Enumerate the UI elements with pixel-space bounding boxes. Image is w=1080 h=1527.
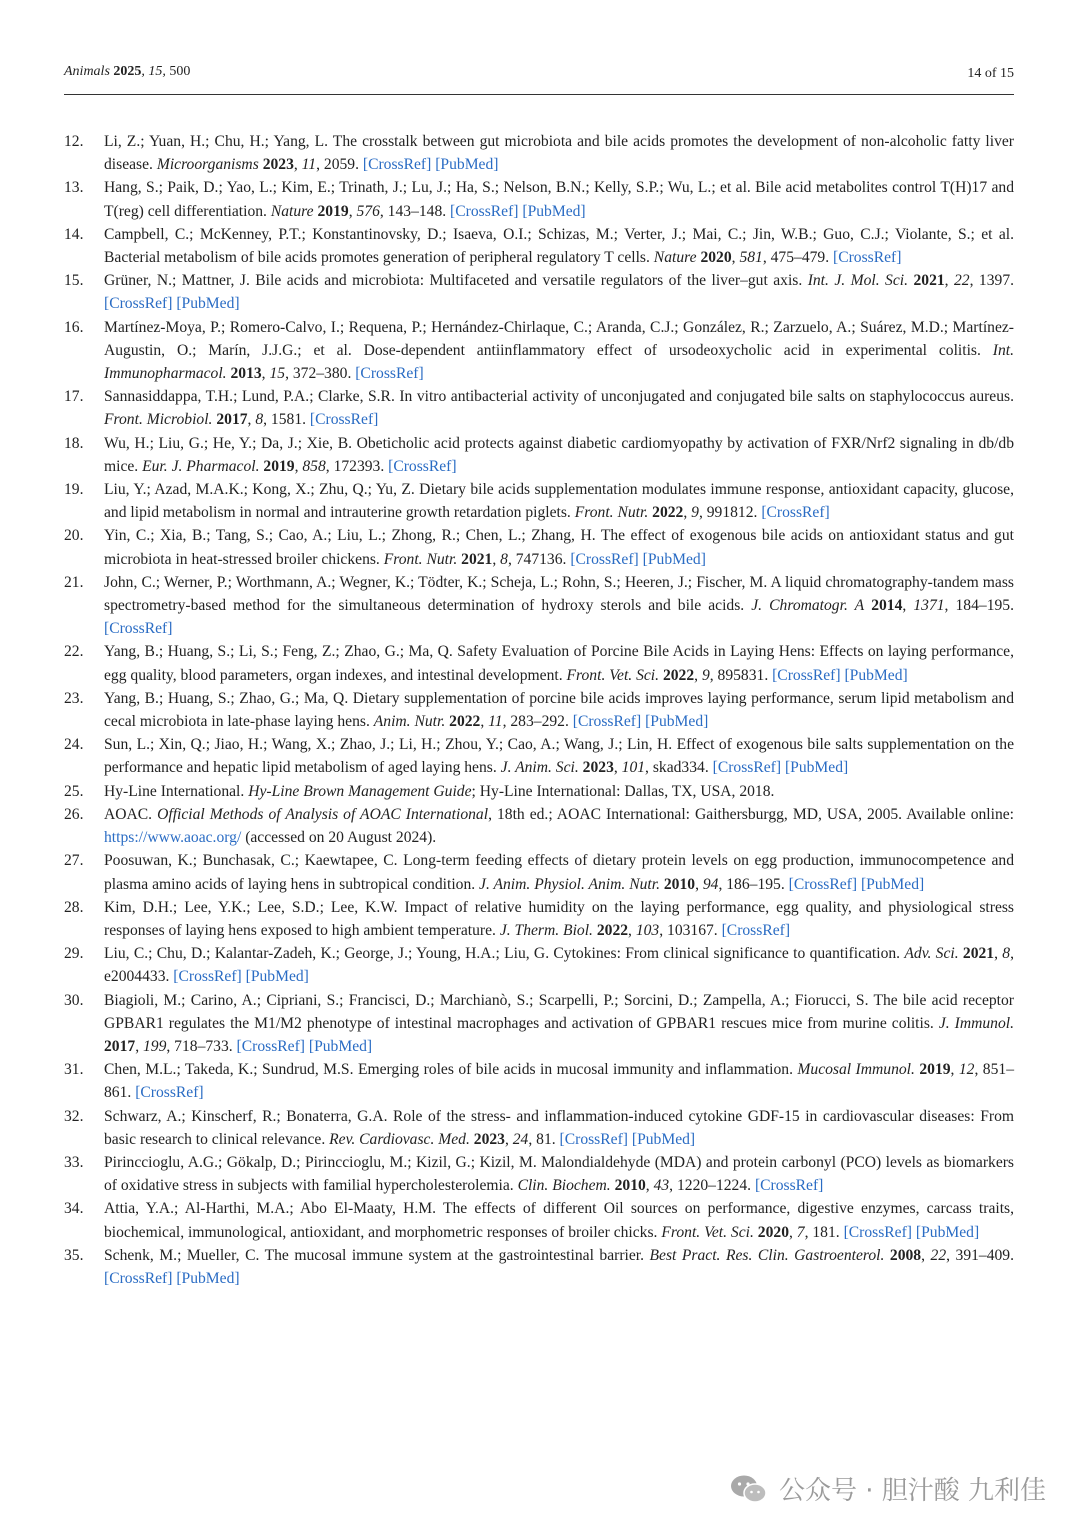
reference-text: , (944, 272, 954, 290)
pubmed-link[interactable]: [PubMed] (860, 875, 925, 893)
reference-item (64, 942, 1014, 988)
reference-italic: J. Chromatogr. A (751, 597, 865, 615)
reference-text: , (135, 1037, 143, 1055)
reference-italic: Front. Nutr. (574, 504, 649, 522)
pubmed-link[interactable]: [PubMed] (435, 156, 499, 174)
reference-text: Yin, C.; Xia, B.; Tang, S.; Cao, A.; Liu, L.; Zhong, R.; Chen, L.; Zhang, H. The effect of exogenous bile acids on antioxidant status and gut microbiota in heat-stressed broiler chickens. (104, 527, 1014, 568)
reference-text: , (480, 713, 489, 731)
reference-item (64, 896, 1014, 942)
reference-number: 20. (64, 527, 84, 545)
pubmed-link[interactable]: [PubMed] (642, 550, 706, 568)
reference-year: 2019 (263, 457, 295, 475)
crossref-link[interactable]: [CrossRef] (572, 713, 642, 731)
reference-text: , 81. (528, 1130, 560, 1148)
reference-year: 2023 (262, 156, 294, 174)
page-header (64, 60, 1014, 95)
reference-italic: 858 (302, 457, 326, 475)
reference-year: 2014 (871, 597, 903, 615)
reference-italic: Rev. Cardiovasc. Med. (329, 1130, 470, 1148)
crossref-link[interactable]: [CrossRef] (754, 1177, 824, 1195)
reference-year: 2022 (596, 921, 629, 939)
reference-text: , 391–409. (946, 1246, 1014, 1264)
reference-italic: Front. Nutr. (383, 550, 458, 568)
reference-italic: Microorganisms (156, 156, 259, 174)
reference-number: 16. (64, 318, 84, 336)
reference-year: 2020 (700, 249, 732, 267)
reference-text: Hang, S.; Paik, D.; Yao, L.; Kim, E.; Trinath, J.; Lu, J.; Ha, S.; Nelson, B.N.; Kelly, S.P.; Wu, L.; et al. Bile acid metabolites control T(H)17 and T(reg) cell differentiation. (104, 179, 1014, 220)
crossref-link[interactable]: [CrossRef] (104, 620, 173, 638)
reference-text: Poosuwan, K.; Bunchasak, C.; Kaewtapee, C. Long-term feeding effects of dietary protein levels on egg production, immunocompetence and plasma amino acids of laying hens in subtropical condition. (104, 852, 1014, 893)
reference-text: , 18th ed.; AOAC International: Gaithersburgg, MD, USA, 2005. Available online: (488, 805, 1014, 823)
reference-number: 30. (64, 991, 84, 1009)
reference-italic: 103 (635, 921, 660, 939)
reference-text: , 895831. (709, 666, 773, 684)
reference-text: , (994, 945, 1003, 963)
reference-number: 33. (64, 1153, 84, 1171)
reference-year: 2022 (449, 713, 481, 731)
reference-text: , 2059. (316, 156, 363, 174)
reference-italic: Front. Vet. Sci. (661, 1223, 754, 1241)
watermark-text: 公众号 · 胆汁酸 九利佳 (778, 1476, 1046, 1506)
reference-italic: 11 (488, 713, 503, 731)
reference-number: 14. (64, 225, 84, 243)
reference-text: (accessed on 20 August 2024). (241, 829, 437, 847)
reference-year: 2022 (652, 504, 684, 522)
crossref-link[interactable]: [CrossRef] (761, 504, 830, 522)
reference-text: Grüner, N.; Mattner, J. Bile acids and microbiota: Multifaceted and versatile regulators of the liver–gut axis. (104, 272, 808, 290)
watermark (729, 1470, 1046, 1507)
page-number: 14 of 15 (967, 66, 1014, 81)
reference-text: , (504, 1130, 513, 1148)
crossref-link[interactable]: [CrossRef] (104, 1269, 173, 1287)
reference-year: 2010 (663, 875, 696, 893)
pubmed-link[interactable]: [PubMed] (245, 968, 309, 986)
reference-text: Schwarz, A.; Kinscherf, R.; Bonaterra, G.A. Role of the stress- and inflammation-induced cytokine GDF-15 in cardiovascular diseases: From basic research to clinical relevance. (104, 1107, 1014, 1148)
reference-italic: Best Pract. Res. Clin. Gastroenterol. (649, 1246, 885, 1264)
reference-italic: 9 (691, 504, 699, 522)
reference-number: 28. (64, 898, 84, 916)
pubmed-link[interactable]: [PubMed] (176, 1269, 240, 1287)
reference-number: 19. (64, 481, 84, 499)
reference-year: 2022 (662, 666, 695, 684)
reference-text: , 1581. (263, 411, 310, 429)
reference-text: John, C.; Werner, P.; Worthmann, A.; Wegner, K.; Tödter, K.; Scheja, L.; Rohn, S.; Heeren, J.; Fischer, M. A liquid chromatography-tandem mass spectrometry-based method for the simultaneous determination of hydroxy sterols and bile acids. (104, 573, 1014, 615)
pubmed-link[interactable]: [PubMed] (844, 666, 908, 684)
reference-italic: 22 (954, 272, 970, 290)
reference-year: 2019 (317, 202, 349, 220)
reference-italic: 11 (301, 156, 317, 174)
reference-text: , (921, 1246, 931, 1264)
reference-item (64, 1197, 1014, 1243)
reference-text: , 1397. (969, 272, 1015, 290)
reference-year: 2017 (104, 1037, 136, 1055)
reference-item (64, 849, 1014, 895)
journal-name: Animals (64, 64, 110, 79)
reference-item (64, 687, 1014, 733)
pubmed-link[interactable]: [PubMed] (522, 202, 586, 220)
reference-item (64, 640, 1014, 686)
reference-text: , (613, 759, 622, 777)
reference-year: 2008 (889, 1246, 922, 1264)
reference-text: , skad334. (645, 759, 713, 777)
reference-number: 24. (64, 736, 84, 754)
reference-text: , (731, 249, 740, 267)
reference-text: Yang, B.; Huang, S.; Zhao, G.; Ma, Q. Dietary supplementation of porcine bile acids improves laying performance, serum lipid metabolism and cecal microbiota in late-phase laying hens. (104, 689, 1014, 731)
reference-italic: 22 (930, 1246, 947, 1264)
reference-italic: 94 (702, 875, 719, 893)
reference-italic: Nature (653, 249, 697, 267)
crossref-link[interactable]: [CrossRef] (559, 1130, 628, 1148)
reference-item (64, 989, 1014, 1059)
reference-text: , (294, 457, 303, 475)
article-number: 500 (169, 64, 191, 79)
reference-number: 12. (64, 133, 84, 150)
crossref-link[interactable]: [CrossRef] (135, 1084, 204, 1102)
reference-year: 2021 (461, 550, 493, 568)
pubmed-link[interactable]: [PubMed] (176, 295, 240, 313)
reference-year: 2019 (919, 1061, 951, 1079)
reference-text: , 186–195. (718, 875, 789, 893)
reference-italic: Eur. J. Pharmacol. (142, 457, 260, 475)
reference-text: Schenk, M.; Mueller, C. The mucosal immune system at the gastrointestinal barrier. (104, 1246, 650, 1264)
reference-number: 29. (64, 945, 84, 963)
reference-text: , e2004433. (104, 945, 1014, 986)
reference-text: Hy-Line International. (104, 782, 249, 800)
reference-text: , (788, 1223, 797, 1241)
reference-italic: Hy-Line Brown Management Guide (248, 782, 472, 800)
reference-italic: Clin. Biochem. (517, 1177, 611, 1195)
reference-item (64, 780, 1014, 803)
reference-text: Li, Z.; Yuan, H.; Chu, H.; Yang, L. The crosstalk between gut microbiota and bile acids promotes the development of non-alcoholic fatty liver disease. (104, 133, 1014, 174)
reference-number: 27. (64, 852, 84, 870)
pubmed-link[interactable]: [PubMed] (784, 759, 849, 777)
reference-italic: 7 (796, 1223, 805, 1241)
crossref-link[interactable]: [CrossRef] (843, 1223, 912, 1241)
crossref-link[interactable]: [CrossRef] (309, 411, 379, 429)
reference-italic: 9 (701, 666, 710, 684)
reference-text: , 747136. (507, 550, 571, 568)
reference-text: , (950, 1061, 959, 1079)
crossref-link[interactable]: [CrossRef] (721, 921, 791, 939)
pubmed-link[interactable]: [PubMed] (631, 1130, 696, 1148)
reference-text: , 143–148. (379, 202, 451, 220)
reference-italic: Nature (270, 202, 314, 220)
reference-text: , (348, 202, 357, 220)
reference-italic: 8 (255, 411, 264, 429)
reference-item (64, 130, 1014, 176)
reference-text: , (902, 597, 914, 615)
reference-text: Chen, M.L.; Takeda, K.; Sundrud, M.S. Emerging roles of bile acids in mucosal immunity and inflammation. (104, 1061, 798, 1079)
reference-number: 35. (64, 1246, 84, 1264)
reference-text: Martínez-Moya, P.; Romero-Calvo, I.; Requena, P.; Hernández-Chirlaque, C.; Aranda, C.J.; González, R.; Zarzuelo, A.; Suárez, M.D.; Martínez-Augustin, O.; Marín, J.J.G.; et al. Dose-dependent antiinflammatory effect of ursodeoxycholic acid in experimental colitis. (104, 318, 1014, 359)
crossref-link[interactable]: [CrossRef] (772, 666, 841, 684)
reference-year: 2010 (614, 1177, 646, 1195)
reference-text: , 475–479. (762, 249, 833, 267)
crossref-link[interactable]: [CrossRef] (362, 156, 432, 174)
reference-item (64, 1244, 1014, 1290)
pubmed-link[interactable]: [PubMed] (308, 1037, 373, 1055)
reference-italic: J. Immunol. (938, 1014, 1014, 1032)
reference-list (64, 130, 1014, 1290)
reference-item (64, 803, 1014, 849)
reference-italic: 43 (653, 1177, 670, 1195)
reference-item (64, 478, 1014, 524)
reference-italic: Front. Vet. Sci. (566, 666, 660, 684)
reference-italic: 8 (500, 550, 508, 568)
reference-text: Campbell, C.; McKenney, P.T.; Konstantinovsky, D.; Isaeva, O.I.; Schizas, M.; Verter, J.; Mai, C.; Jin, W.B.; Guo, C.J.; Violante, S.; et al. Bacterial metabolism of bile acids promotes generation of peripheral regulatory T cells. (104, 225, 1014, 267)
reference-item (64, 1058, 1014, 1104)
reference-text: , 184–195. (944, 597, 1014, 615)
reference-italic: 576 (356, 202, 380, 220)
reference-text: Kim, D.H.; Lee, Y.K.; Lee, S.D.; Lee, K.W. Impact of relative humidity on the laying performance, egg quality, and physiological stress responses of laying hens exposed to high ambient temperature. (104, 898, 1014, 939)
reference-number: 21. (64, 573, 84, 591)
reference-item (64, 269, 1014, 315)
reference-text: , (683, 504, 692, 522)
pubmed-link[interactable]: [PubMed] (645, 713, 709, 731)
reference-text: , (261, 365, 270, 383)
reference-text: AOAC. (104, 805, 158, 823)
reference-italic: Int. J. Mol. Sci. (807, 272, 909, 290)
reference-italic: 199 (142, 1037, 167, 1055)
reference-number: 18. (64, 434, 84, 452)
reference-italic: 581 (739, 249, 763, 267)
reference-item (64, 524, 1014, 570)
reference-number: 25. (64, 782, 84, 800)
reference-number: 31. (64, 1061, 84, 1079)
crossref-link[interactable]: [CrossRef] (104, 295, 173, 313)
crossref-link[interactable]: [CrossRef] (388, 457, 457, 475)
reference-number: 23. (64, 689, 84, 707)
reference-item (64, 223, 1014, 269)
reference-text: Attia, Y.A.; Al-Harthi, M.A.; Abo El-Maaty, H.M. The effects of different Oil sources on performance, digestive enzymes, carcass traits, biochemical, immunological, antioxidant, and morphometric responses of broiler chicks. (104, 1200, 1014, 1241)
reference-url-link[interactable]: https://www.aoac.org/ (104, 829, 242, 847)
reference-italic: 15 (269, 365, 286, 383)
reference-text: , 851–861. (104, 1061, 1014, 1102)
reference-item (64, 733, 1014, 779)
reference-text: Yang, B.; Huang, S.; Li, S.; Feng, Z.; Zhao, G.; Ma, Q. Safety Evaluation of Porcine Bile Acids in Laying Hens: Effects on laying performance, egg quality, blood parameters, organ indexes, and intestinal development. (104, 643, 1014, 684)
reference-italic: 24 (512, 1130, 529, 1148)
reference-italic: 101 (621, 759, 646, 777)
reference-italic: 1371 (913, 597, 945, 615)
reference-text: , (645, 1177, 654, 1195)
reference-year: 2023 (473, 1130, 505, 1148)
reference-text: , 103167. (659, 921, 722, 939)
reference-italic: Anim. Nutr. (373, 713, 446, 731)
reference-text: , (293, 156, 302, 174)
reference-italic: Mucosal Immunol. (797, 1061, 915, 1079)
reference-text: , 172393. (325, 457, 389, 475)
reference-text: Liu, C.; Chu, D.; Kalantar-Zadeh, K.; George, J.; Young, H.A.; Liu, G. Cytokines: From clinical significance to quantification. (104, 945, 905, 963)
reference-item (64, 432, 1014, 478)
reference-text: Sannasiddappa, T.H.; Lund, P.A.; Clarke, S.R. In vitro antibacterial activity of unconjugated and conjugated bile salts on staphylococcus aureus. (104, 388, 1014, 406)
reference-italic: 8 (1002, 945, 1011, 963)
reference-year: 2023 (582, 759, 614, 777)
journal-citation: Animals 2025, 15, 500 (64, 64, 191, 79)
wechat-icon (729, 1473, 769, 1505)
reference-number: 17. (64, 388, 84, 406)
reference-text: , 991812. (698, 504, 762, 522)
reference-text: Biagioli, M.; Carino, A.; Cipriani, S.; Francisci, D.; Marchianò, S.; Scarpelli, P.; Sorcini, D.; Zampella, A.; Fiorucci, S. The bile acid receptor GPBAR1 regulates the M1/M2 phenotype of intestinal macrophages and activation of GPBAR1 rescues mice from murine colitis. (104, 991, 1014, 1032)
reference-text: , (695, 875, 703, 893)
reference-text: , (694, 666, 702, 684)
reference-text: , 1220–1224. (669, 1177, 755, 1195)
reference-item (64, 1151, 1014, 1197)
journal-year: 2025 (113, 64, 142, 79)
reference-number: 13. (64, 179, 84, 197)
reference-year: 2013 (230, 365, 262, 383)
reference-item (64, 316, 1014, 386)
reference-text: , (628, 921, 636, 939)
reference-text: , (492, 550, 501, 568)
reference-text: , 718–733. (166, 1037, 237, 1055)
reference-italic: J. Anim. Physiol. Anim. Nutr. (479, 875, 660, 893)
reference-italic: Int. Immunopharmacol. (104, 341, 1014, 383)
pubmed-link[interactable]: [PubMed] (915, 1223, 980, 1241)
reference-text: Pirinccioglu, A.G.; Gökalp, D.; Pirinccioglu, M.; Kizil, G.; Kizil, M. Malondialdehyde (MDA) and protein carbonyl (PCO) levels as biomarkers of oxidative stress in subjects with familial hypercholesterolemia. (104, 1153, 1014, 1195)
reference-text: , 372–380. (285, 365, 356, 383)
reference-year: 2021 (962, 945, 995, 963)
crossref-link[interactable]: [CrossRef] (450, 202, 519, 220)
reference-year: 2020 (757, 1223, 789, 1241)
crossref-link[interactable]: [CrossRef] (833, 249, 902, 267)
crossref-link[interactable]: [CrossRef] (355, 365, 424, 383)
reference-number: 26. (64, 805, 84, 823)
reference-text: Liu, Y.; Azad, M.A.K.; Kong, X.; Zhu, Q.; Yu, Z. Dietary bile acids supplementation modulates immune response, antioxidant capacity, glucose, and lipid metabolism in normal and intrauterine growth retardation piglets. (104, 481, 1014, 522)
crossref-link[interactable]: [CrossRef] (788, 875, 858, 893)
crossref-link[interactable]: [CrossRef] (173, 968, 242, 986)
reference-item (64, 571, 1014, 641)
reference-number: 32. (64, 1107, 84, 1125)
reference-text: Wu, H.; Liu, G.; He, Y.; Da, J.; Xie, B. Obeticholic acid protects against diabetic cardiomyopathy by activation of FXR/Nrf2 signaling in db/db mice. (104, 434, 1014, 475)
reference-number: 22. (64, 643, 84, 661)
reference-text: Sun, L.; Xin, Q.; Jiao, H.; Wang, X.; Zhao, J.; Li, H.; Zhou, Y.; Cao, A.; Wang, J.; Lin, H. Effect of exogenous bile salts supplementation on the performance and hepatic lipid metabolism of aged laying hens. (104, 736, 1014, 777)
crossref-link[interactable]: [CrossRef] (712, 759, 782, 777)
reference-italic: J. Therm. Biol. (499, 921, 593, 939)
crossref-link[interactable]: [CrossRef] (570, 550, 639, 568)
reference-italic: Official Methods of Analysis of AOAC International (157, 805, 489, 823)
reference-text: , (247, 411, 256, 429)
reference-number: 15. (64, 272, 84, 290)
reference-item (64, 1105, 1014, 1151)
reference-item (64, 385, 1014, 431)
reference-italic: Adv. Sci. (904, 945, 959, 963)
journal-volume: 15 (148, 64, 163, 79)
reference-text: ; Hy-Line International: Dallas, TX, USA, 2018. (471, 782, 775, 800)
reference-italic: 12 (958, 1061, 975, 1079)
reference-item (64, 176, 1014, 222)
reference-text: , 283–292. (502, 713, 573, 731)
reference-year: 2017 (216, 411, 248, 429)
crossref-link[interactable]: [CrossRef] (236, 1037, 305, 1055)
reference-italic: J. Anim. Sci. (500, 759, 579, 777)
reference-text: , 181. (804, 1223, 844, 1241)
reference-italic: Front. Microbiol. (104, 411, 213, 429)
reference-number: 34. (64, 1200, 84, 1218)
reference-year: 2021 (913, 272, 945, 290)
